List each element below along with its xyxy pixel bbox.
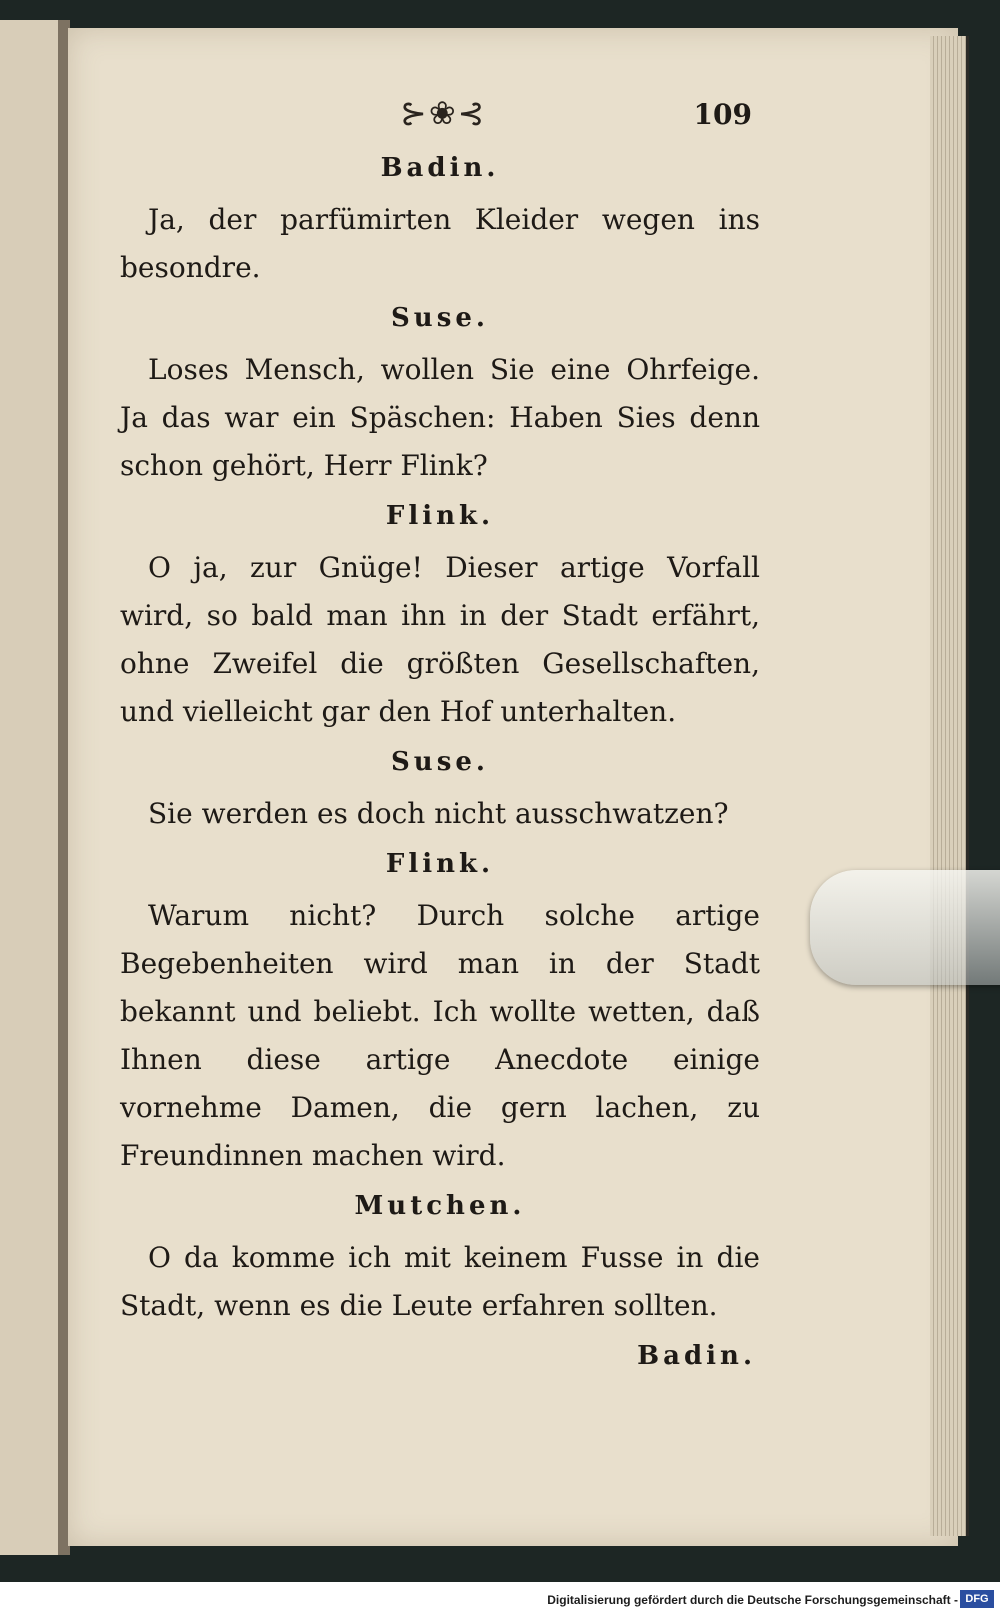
funding-credit: Digitalisierung gefördert durch die Deutsche Forschungsgemeinschaft -	[547, 1593, 958, 1607]
dfg-logo: DFG	[960, 1590, 994, 1608]
speaker-name: Suse.	[391, 747, 489, 777]
speaker-name: Suse.	[391, 303, 489, 333]
page-tab-marker	[810, 870, 1000, 985]
catchword: Badin.	[637, 1341, 756, 1371]
speech-text: O ja, zur Gnüge! Dieser artige Vorfall wird, so bald man ihn in der Stadt erfährt, ohne Zweifel die größten Gesellschaften, und vielleicht gar den Hof unterhalten.	[120, 551, 760, 728]
ornament-icon: ⊱❀⊰	[400, 94, 487, 132]
speaker-name: Flink.	[385, 501, 495, 531]
speaker-name: Mutchen.	[354, 1191, 526, 1221]
page-block-edges	[930, 36, 969, 1536]
page-header	[120, 90, 760, 142]
speaker-name: Flink.	[385, 849, 495, 879]
speech-text: O da komme ich mit keinem Fusse in die Stadt, wenn es die Leute erfahren sollten.	[120, 1241, 760, 1322]
page-text	[120, 90, 760, 1384]
speaker-name: Badin.	[380, 153, 500, 183]
speech-text: Sie werden es doch nicht ausschwatzen?	[148, 797, 729, 830]
speech-text: Ja, der parfümirten Kleider wegen ins besondre.	[120, 203, 760, 284]
speech-text: Warum nicht? Durch solche artige Begebenheiten wird man in der Stadt bekannt und beliebt. Ich wollte wetten, daß Ihnen diese artige Anecdote einige vornehme Damen, die gern lachen, zu Freundinnen machen wird.	[120, 899, 760, 1172]
speech-text: Loses Mensch, wollen Sie eine Ohrfeige. Ja das war ein Späschen: Haben Sies denn schon gehört, Herr Flink?	[120, 353, 760, 482]
page-number: 109	[693, 98, 752, 131]
footer-strip	[0, 1582, 1000, 1614]
facing-page-edge	[0, 20, 60, 1555]
